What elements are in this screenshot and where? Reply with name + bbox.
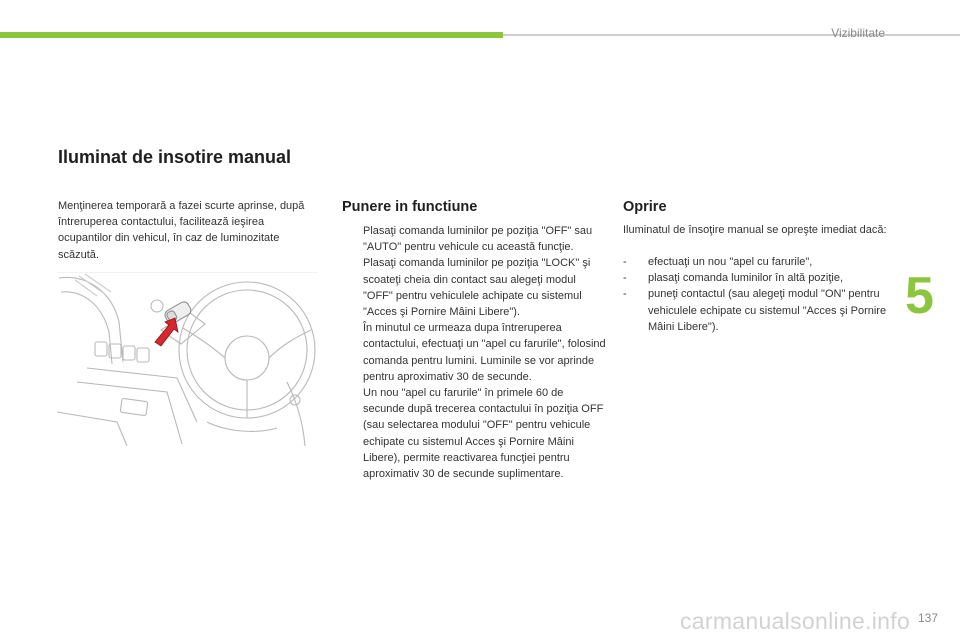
dash-marker: - [623, 272, 627, 285]
list-item: Un nou "apel cu farurile" în primele 60 de secunde după trecerea contactului în poziţia OFF (sau selectarea modului "OFF" pentru vehicule echipate cu sistemul Acces şi Pornire Mâini Libere), permite reactivarea funcţiei pentru aproximativ 30 de secunde suplimentare. [363, 387, 604, 481]
intro-paragraph: Menţinerea temporară a fazei scurte aprinse, după întreruperea contactului, facilitează ieşirea ocupantilor din vehicul, în caz de luminozitate scăzută. [58, 200, 305, 261]
list-item: Plasaţi comanda luminilor pe poziţia "OFF" sau "AUTO" pentru vehicule cu această funcţie. [363, 225, 593, 254]
list-item: - efectuaţi un nou "apel cu farurile", [623, 254, 893, 270]
dashboard-illustration [57, 272, 318, 446]
list-item: Plasaţi comanda luminilor pe poziţia "LOCK" şi scoateţi cheia din contact sau alegeţi modul "OFF" pentru vehiculele achipate cu sistemul "Acces şi Pornire Mâini Libere"). [363, 257, 591, 319]
stop-heading: Oprire [623, 199, 667, 215]
stop-conditions [623, 254, 893, 335]
page-number: 137 [917, 611, 938, 625]
list-item: În minutul ce urmeaza dupa întreruperea contactului, efectuaţi un "apel cu farurile", folosind comanda pentru lumini. Luminile se vor aprinde pentru aproximativ 30 de secunde. [363, 322, 606, 383]
header-rule [503, 34, 960, 36]
list-item: - plasaţi comanda luminilor în altă poziţie, [623, 270, 893, 286]
dash-marker: - [623, 288, 627, 301]
stop-intro: Iluminatul de însoţire manual se opreşte imediat dacă: [623, 224, 887, 236]
activation-heading: Punere in functiune [342, 199, 478, 215]
activation-steps [341, 223, 606, 482]
page-title: Iluminat de insotire manual [58, 147, 292, 167]
pointer-arrow-icon [155, 318, 178, 346]
watermark: carmanualsonline.info [680, 608, 911, 634]
list-item: - puneţi contactul (sau alegeţi modul "ON" pentru vehiculele echipate cu sistemul "Acces şi Pornire Mâini Libere"). [623, 288, 887, 333]
header-accent-bar [0, 32, 503, 38]
dash-marker: - [623, 256, 627, 268]
chapter-number: 5 [905, 267, 934, 325]
section-name: Vizibilitate [831, 26, 885, 40]
